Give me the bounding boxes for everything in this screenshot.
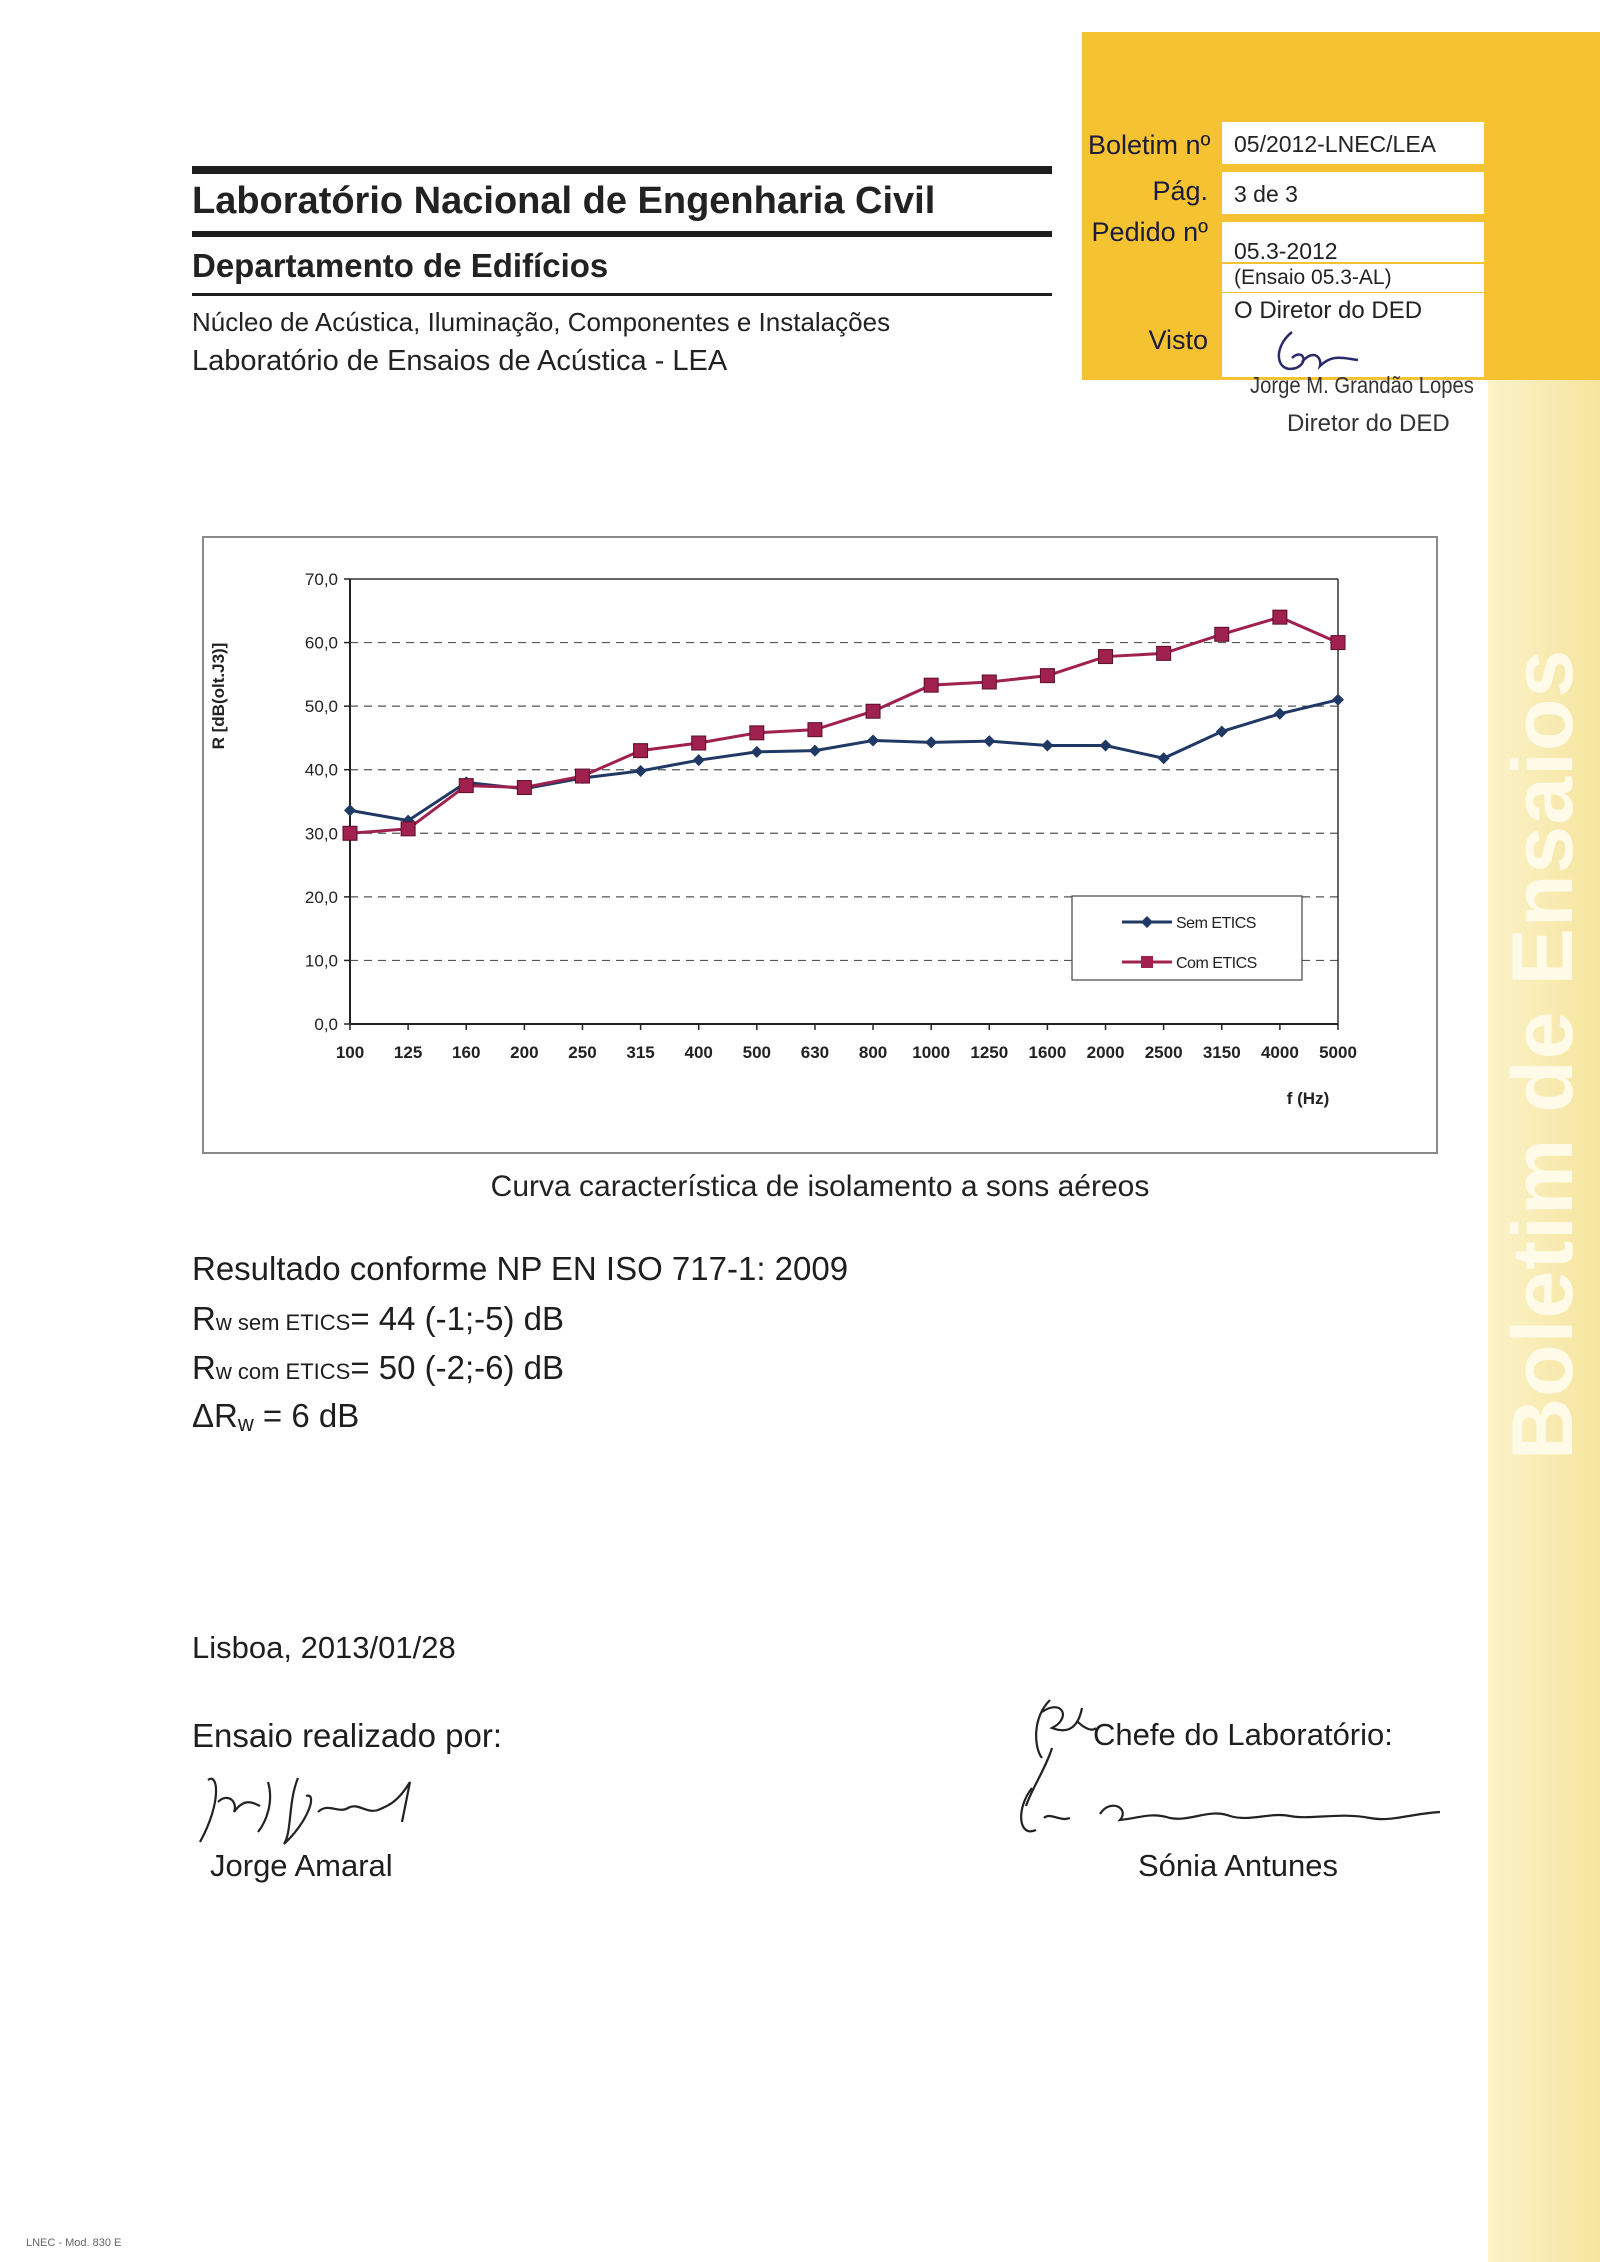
data-point-com-etics [866,704,880,718]
legend-marker [1141,956,1153,968]
x-tick-label: 1600 [1028,1043,1067,1062]
data-point-sem-etics [1158,752,1170,764]
x-tick-label: 630 [800,1043,830,1062]
data-point-com-etics [343,826,357,840]
chief-label: Chefe do Laboratório: [1093,1717,1393,1752]
data-point-sem-etics [1332,694,1344,706]
x-tick-label: 3150 [1202,1043,1241,1062]
tester-name: Jorge Amaral [210,1848,393,1883]
data-point-com-etics [692,736,706,750]
side-strip-title: Boletim de Ensaios [1495,648,1591,1460]
delta-subscript: w [237,1411,254,1436]
x-tick-label: 125 [393,1043,423,1062]
rw-com-value: = 50 (-2;-6) dB [350,1349,564,1386]
legend-label: Sem ETICS [1176,915,1256,932]
x-tick-label: 200 [510,1043,539,1062]
data-point-sem-etics [925,736,937,748]
data-point-com-etics [1040,669,1054,683]
data-point-com-etics [1331,636,1345,650]
y-tick-label: 70,0 [304,570,338,589]
y-tick-label: 20,0 [304,887,338,907]
x-tick-label: 250 [568,1043,597,1062]
data-point-com-etics [924,678,938,692]
data-point-com-etics [1273,610,1287,624]
director-role: Diretor do DED [1287,410,1450,437]
data-point-com-etics [1215,627,1229,641]
x-tick-label: 315 [626,1043,655,1062]
x-tick-label: 2500 [1144,1043,1183,1062]
data-point-sem-etics [1100,740,1112,752]
header-rule-middle [192,231,1052,237]
pag-label: Pág. [1152,176,1208,206]
data-point-com-etics [575,769,589,783]
delta-value: = 6 dB [253,1397,360,1434]
data-point-com-etics [1157,646,1171,660]
data-point-sem-etics [1041,740,1053,752]
visto-label: Visto [1148,325,1208,355]
x-tick-label: 1000 [912,1043,951,1062]
boletim-field: 05/2012-LNEC/LEA [1222,122,1484,164]
data-point-com-etics [750,726,764,740]
data-point-sem-etics [344,804,356,816]
rw-com-subscript: w com ETICS [215,1359,351,1384]
rw-sem-etics [192,1300,564,1338]
data-point-sem-etics [1216,726,1228,738]
y-tick-label: 40,0 [304,760,338,780]
result-standard: Resultado conforme NP EN ISO 717-1: 2009 [192,1250,849,1287]
x-tick-label: 100 [335,1043,365,1062]
data-point-sem-etics [867,734,879,746]
header-rule-bottom [192,293,1052,296]
pedido-label: Pedido nº [1091,217,1208,247]
data-point-sem-etics [809,745,821,757]
x-tick-label: 2000 [1086,1043,1125,1062]
legend-label: Com ETICS [1176,955,1257,972]
series-line-com-etics [350,617,1338,833]
boletim-label: Boletim nº [1088,130,1211,160]
x-tick-label: 5000 [1319,1043,1357,1062]
data-point-com-etics [808,723,822,737]
rw-sem-symbol: R [192,1300,216,1337]
laboratory-name: Laboratório de Ensaios de Acústica - LEA [192,345,728,377]
nucleus-name: Núcleo de Acústica, Iluminação, Componentes e Instalações [192,307,891,337]
header-rule-top [192,166,1052,174]
x-tick-label: 800 [858,1043,888,1062]
ensaio-field: (Ensaio 05.3-AL) [1222,264,1484,292]
series-line-sem-etics [350,700,1338,821]
insulation-chart [202,536,1438,1154]
x-tick-label: 500 [742,1043,772,1062]
department-name: Departamento de Edifícios [192,247,609,284]
lab-name: Laboratório Nacional de Engenharia Civil [192,180,936,222]
x-tick-label: 400 [684,1043,713,1062]
delta-symbol: ΔR [192,1397,238,1434]
x-axis-label: f (Hz) [1286,1089,1330,1108]
rw-com-symbol: R [192,1349,216,1386]
director-name: Jorge M. Grandão Lopes [1250,372,1474,398]
x-tick-label: 160 [452,1043,481,1062]
rw-com-etics [192,1349,564,1387]
x-tick-label: 4000 [1260,1043,1299,1062]
data-point-sem-etics [635,765,647,777]
data-point-com-etics [517,781,531,795]
data-point-sem-etics [1274,708,1286,720]
pag-field: 3 de 3 [1222,172,1484,214]
data-point-com-etics [634,744,648,758]
y-axis-label: R [dB(olt.J3)] [209,642,228,750]
pedido-field: 05.3-2012 [1222,222,1484,262]
delta-rw [192,1397,359,1437]
y-tick-label: 30,0 [304,824,338,844]
x-tick-label: 1250 [970,1043,1009,1062]
place-date: Lisboa, 2013/01/28 [192,1630,456,1665]
data-point-sem-etics [751,746,763,758]
data-point-com-etics [982,675,996,689]
y-tick-label: 50,0 [304,697,338,717]
tested-by-label: Ensaio realizado por: [192,1717,503,1754]
y-tick-label: 10,0 [304,951,338,971]
data-point-sem-etics [983,735,995,747]
chief-signature [1010,1778,1470,1848]
data-point-com-etics [401,822,415,836]
form-code: LNEC - Mod. 830 E [26,2237,122,2249]
chief-name: Sónia Antunes [1138,1848,1338,1883]
chart-caption: Curva característica de isolamento a sons aéreos [490,1170,1150,1203]
y-tick-label: 60,0 [304,633,338,653]
rw-sem-value: = 44 (-1;-5) dB [350,1300,564,1337]
data-point-sem-etics [693,754,705,766]
rw-sem-subscript: w sem ETICS [215,1310,351,1335]
y-tick-label: 0,0 [314,1015,338,1034]
data-point-com-etics [459,779,473,793]
tester-signature [188,1762,448,1852]
data-point-com-etics [1099,650,1113,664]
visto-text: O Diretor do DED [1234,297,1423,324]
